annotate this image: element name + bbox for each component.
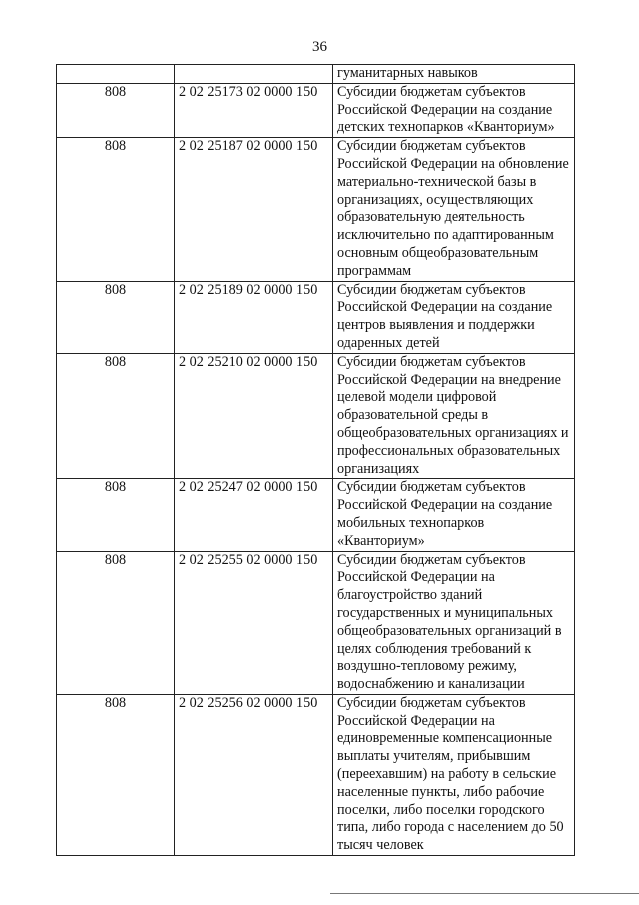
page-bottom-rule (330, 893, 639, 894)
table-row (57, 281, 575, 353)
revenue-name-cell: Субсидии бюджетам субъектов Российской Федерации на создание центров выявления и поддержки одаренных детей (333, 281, 575, 353)
budget-code-cell: 2 02 25247 02 0000 150 (175, 479, 333, 551)
revenue-name-cell: Субсидии бюджетам субъектов Российской Федерации на создание мобильных технопарков «Кванториум» (333, 479, 575, 551)
admin-code-cell: 808 (57, 694, 175, 855)
table-row (57, 353, 575, 479)
admin-code-cell: 808 (57, 83, 175, 137)
table-row (57, 83, 575, 137)
budget-code-cell: 2 02 25173 02 0000 150 (175, 83, 333, 137)
admin-code-cell: 808 (57, 281, 175, 353)
page-number: 36 (312, 39, 327, 55)
budget-code-cell (175, 65, 333, 84)
table-row (57, 694, 575, 855)
admin-code-cell (57, 65, 175, 84)
budget-code-cell: 2 02 25189 02 0000 150 (175, 281, 333, 353)
table-row (57, 479, 575, 551)
admin-code-cell: 808 (57, 551, 175, 694)
admin-code-cell: 808 (57, 353, 175, 479)
budget-code-cell: 2 02 25256 02 0000 150 (175, 694, 333, 855)
admin-code-cell: 808 (57, 138, 175, 281)
budget-code-cell: 2 02 25255 02 0000 150 (175, 551, 333, 694)
revenue-name-cell: Субсидии бюджетам субъектов Российской Федерации на благоустройство зданий государственных и муниципальных общеобразовательных организаций в целях соблюдения требований к воздушно-тепловому режиму, водоснабжению и канализации (333, 551, 575, 694)
table-row (57, 65, 575, 84)
table-row (57, 138, 575, 281)
budget-code-cell: 2 02 25187 02 0000 150 (175, 138, 333, 281)
revenue-name-cell: Субсидии бюджетам субъектов Российской Федерации на обновление материально-технической базы в организациях, осуществляющих образовательную деятельность исключительно по адаптированным основным общеобразовательным программам (333, 138, 575, 281)
budget-code-cell: 2 02 25210 02 0000 150 (175, 353, 333, 479)
budget-code-table (56, 64, 575, 856)
admin-code-cell: 808 (57, 479, 175, 551)
revenue-name-cell: гуманитарных навыков (333, 65, 575, 84)
revenue-name-cell: Субсидии бюджетам субъектов Российской Федерации на единовременные компенсационные выплаты учителям, прибывшим (переехавшим) на работу в сельские населенные пункты, либо рабочие поселки, либо поселки городского типа, либо города с населением до 50 тысяч человек (333, 694, 575, 855)
revenue-name-cell: Субсидии бюджетам субъектов Российской Федерации на внедрение целевой модели цифровой образовательной среды в общеобразовательных организациях и профессиональных образовательных организациях (333, 353, 575, 479)
revenue-name-cell: Субсидии бюджетам субъектов Российской Федерации на создание детских технопарков «Кванториум» (333, 83, 575, 137)
table-row (57, 551, 575, 694)
